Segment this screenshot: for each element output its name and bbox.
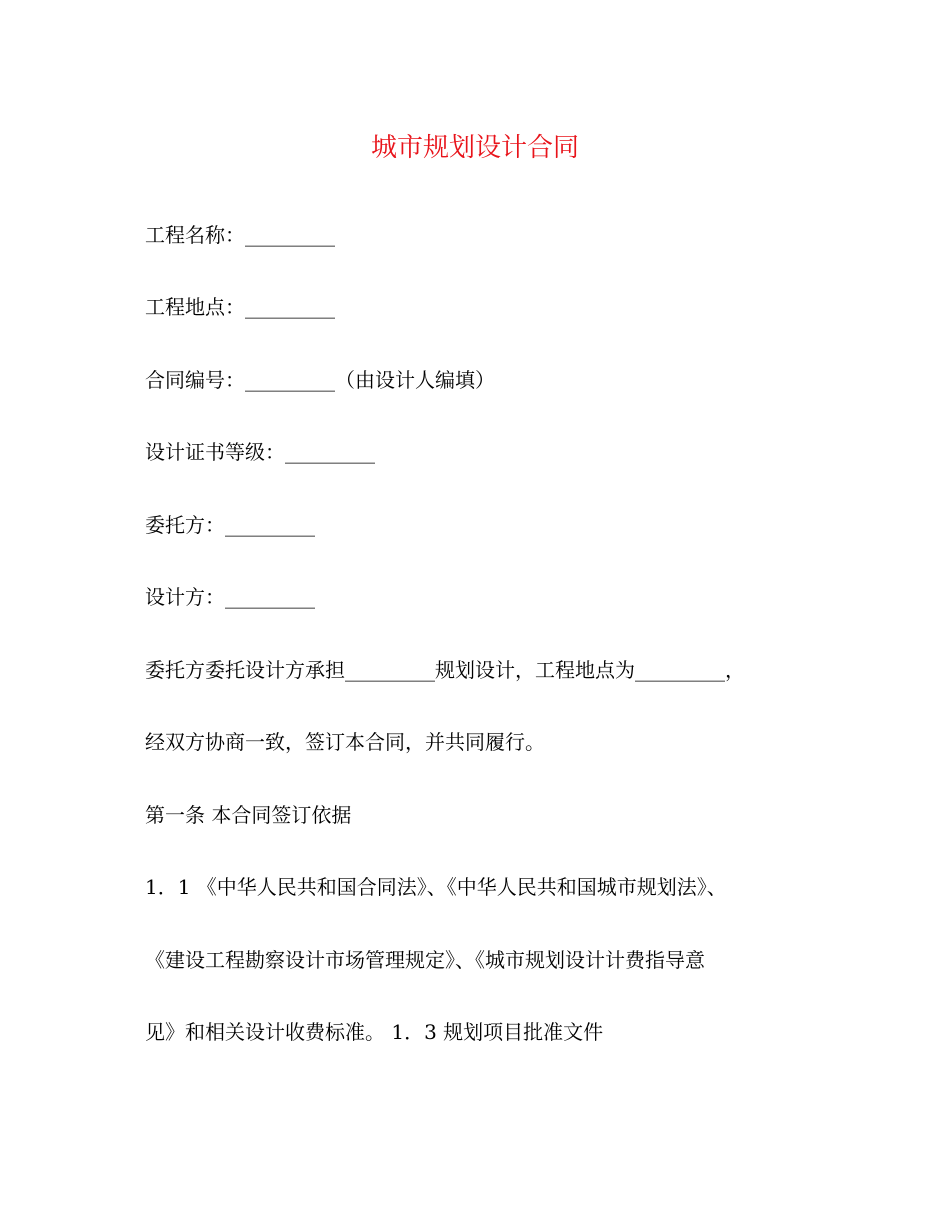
project-location-line: 工程地点：_________ — [145, 295, 335, 319]
article-one-heading: 第一条 本合同签订依据 — [145, 803, 352, 827]
contract-number-line: 合同编号：_________（由设计人编填） — [145, 368, 495, 392]
project-name-line: 工程名称：_________ — [145, 223, 335, 247]
basis-paragraph-line-2: 《建设工程勘察设计市场管理规定》、《城市规划设计计费指导意 — [145, 948, 705, 972]
basis-paragraph-line-1: 1．1 《中华人民共和国合同法》、《中华人民共和国城市规划法》、 — [145, 875, 727, 899]
certificate-level-line: 设计证书等级：_________ — [145, 440, 375, 464]
document-title: 城市规划设计合同 — [370, 133, 579, 163]
agreement-paragraph-line-2: 经双方协商一致，签订本合同，并共同履行。 — [145, 730, 545, 754]
client-line: 委托方：_________ — [145, 513, 315, 537]
designer-line: 设计方：_________ — [145, 585, 315, 609]
agreement-paragraph-line-1: 委托方委托设计方承担_________规划设计，工程地点为_________， — [145, 658, 745, 682]
basis-paragraph-line-3: 见》和相关设计收费标准。 1．3 规划项目批准文件 — [145, 1020, 604, 1044]
